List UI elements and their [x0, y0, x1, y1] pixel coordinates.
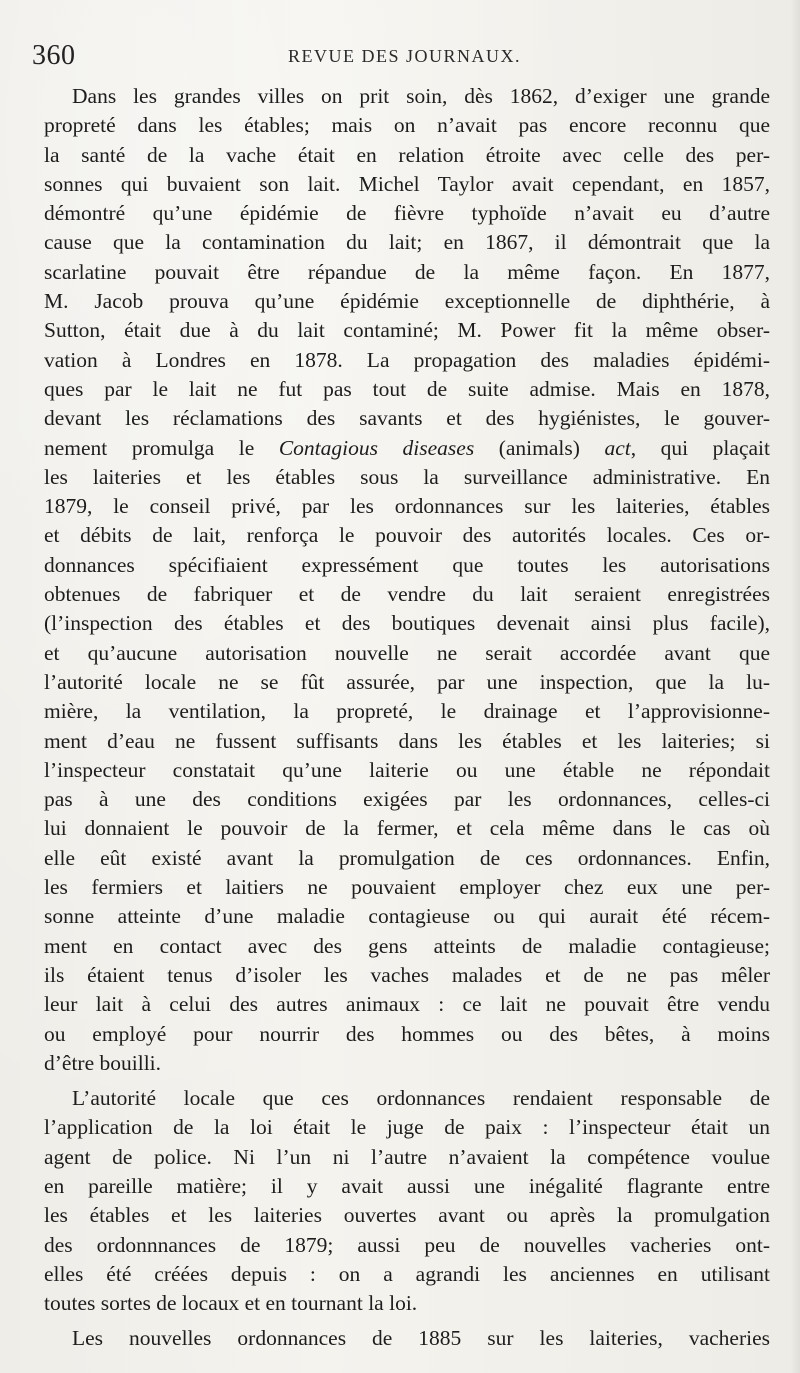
text-line: la santé de la vache était en relation étroite avec celle des per-: [44, 142, 770, 167]
body-text: [44, 82, 770, 1354]
text-line: sonnes qui buvaient son lait. Michel Taylor avait cependant, en 1857,: [44, 171, 770, 196]
text-line: des ordonnnances de 1879; aussi peu de nouvelles vacheries ont-: [44, 1232, 770, 1257]
text-line: l’inspecteur constatait qu’une laiterie ou une étable ne répondait: [44, 757, 770, 782]
text-line: M. Jacob prouva qu’une épidémie exceptionnelle de diphthérie, à: [44, 289, 770, 314]
text-line: lui donnaient le pouvoir de la fermer, et cela même dans le cas où: [44, 816, 770, 841]
text-line: cause que la contamination du lait; en 1867, il démontrait que la: [44, 230, 770, 255]
text-line: sonne atteinte d’une maladie contagieuse ou qui aurait été récem-: [44, 904, 770, 929]
text-line: 1879, le conseil privé, par les ordonnances sur les laiteries, étables: [44, 494, 770, 519]
paragraph-1: [44, 82, 770, 1078]
text-line: elle eût existé avant la promulgation de ces ordonnances. Enfin,: [44, 845, 770, 870]
text-line: les étables et les laiteries ouvertes avant ou après la promulgation: [44, 1203, 770, 1228]
text-line: pas à une des conditions exigées par les ordonnances, celles-ci: [44, 787, 770, 812]
text-line: agent de police. Ni l’un ni l’autre n’avaient la compétence voulue: [44, 1144, 770, 1169]
text-line: donnances spécifiaient expressément que toutes les autorisations: [44, 552, 770, 577]
text-line: et qu’aucune autorisation nouvelle ne serait accordée avant que: [44, 640, 770, 665]
text-line: l’application de la loi était le juge de paix : l’inspecteur était un: [44, 1115, 770, 1140]
paragraph-3: [44, 1324, 770, 1353]
text-line: Les nouvelles ordonnances de 1885 sur les laiteries, vacheries: [72, 1326, 770, 1351]
text-line: Sutton, était due à du lait contaminé; M. Power fit la même obser-: [44, 318, 770, 343]
text-line: Dans les grandes villes on prit soin, dès 1862, d’exiger une grande: [72, 84, 770, 108]
text-line: toutes sortes de locaux et en tournant la loi.: [44, 1291, 418, 1316]
text-line: ment en contact avec des gens atteints de maladie contagieuse;: [44, 933, 770, 958]
text-line: scarlatine pouvait être répandue de la même façon. En 1877,: [44, 259, 770, 284]
text-line: elles été créées depuis : on a agrandi les anciennes en utilisant: [44, 1261, 770, 1286]
running-head: REVUE DES JOURNAUX.: [288, 46, 522, 66]
text-line: obtenues de fabriquer et de vendre du lait seraient enregistrées: [44, 582, 770, 607]
page-header: [32, 40, 772, 80]
text-line: L’autorité locale que ces ordonnances rendaient responsable de: [72, 1086, 770, 1111]
text-line: vation à Londres en 1878. La propagation des maladies épidémi-: [44, 347, 770, 372]
text-line: démontré qu’une épidémie de fièvre typhoïde n’avait eu d’autre: [44, 201, 770, 226]
text-line: ou employé pour nourrir des hommes ou des bêtes, à moins: [44, 1021, 770, 1046]
text-line: et débits de lait, renforça le pouvoir des autorités locales. Ces or-: [44, 523, 770, 548]
text-line: ques par le lait ne fut pas tout de suite admise. Mais en 1878,: [44, 376, 770, 401]
text-line: ils étaient tenus d’isoler les vaches malades et de ne pas mêler: [44, 962, 770, 987]
text-line: mière, la ventilation, la propreté, le drainage et l’approvisionne-: [44, 699, 770, 724]
text-line: leur lait à celui des autres animaux : ce lait ne pouvait être vendu: [44, 992, 770, 1017]
text-line: l’autorité locale ne se fût assurée, par une inspection, que la lu-: [44, 669, 770, 694]
italic-phrase: act: [604, 435, 631, 460]
text-line-with-italic: nement promulga le Contagious diseases (animals) act, qui plaçait: [44, 435, 770, 460]
page-number: 360: [32, 40, 76, 71]
text-line: les fermiers et laitiers ne pouvaient employer chez eux une per-: [44, 875, 770, 900]
text-line: ment d’eau ne fussent suffisants dans les étables et les laiteries; si: [44, 728, 770, 753]
paragraph-2: [44, 1084, 770, 1318]
text-line: devant les réclamations des savants et des hygiénistes, le gouver-: [44, 406, 770, 431]
text-line: propreté dans les étables; mais on n’avait pas encore reconnu que: [44, 113, 770, 138]
text-line: les laiteries et les étables sous la surveillance administrative. En: [44, 464, 770, 489]
italic-phrase: Contagious diseases: [278, 435, 475, 460]
text-line: (l’inspection des étables et des boutiques devenait ainsi plus facile),: [44, 611, 770, 636]
text-line: d’être bouilli.: [44, 1050, 162, 1075]
text-line: en pareille matière; il y avait aussi une inégalité flagrante entre: [44, 1173, 770, 1198]
